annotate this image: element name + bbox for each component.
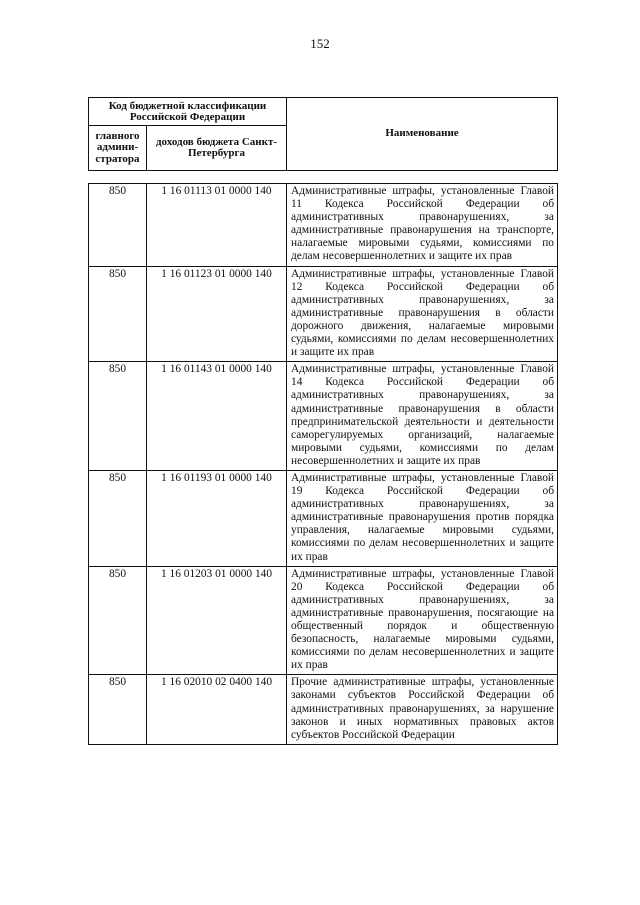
income-code-cell: 1 16 01193 01 0000 140: [147, 470, 287, 566]
budget-code-title: Код бюджетной классификации Российской Федерации: [89, 98, 287, 126]
admin-code-cell: 850: [89, 675, 147, 744]
table-row: [89, 675, 558, 744]
name-cell: Административные штрафы, установленные Главой 11 Кодекса Российской Федерации об административных правонарушениях, за административные правонарушения на транспорте, налагаемые мировыми судьями, комиссиями по делам несовершеннолетних и защите их прав: [287, 184, 558, 267]
income-code-cell: 1 16 01143 01 0000 140: [147, 362, 287, 471]
page-number: 152: [310, 36, 330, 51]
admin-code-cell: 850: [89, 184, 147, 267]
budget-codes-table: [88, 183, 558, 745]
name-column-header: Наименование: [287, 98, 558, 171]
table-header: [88, 97, 558, 171]
table-row: [89, 566, 558, 675]
table-row: [89, 184, 558, 267]
income-code-cell: 1 16 01203 01 0000 140: [147, 566, 287, 675]
income-code-cell: 1 16 01123 01 0000 140: [147, 266, 287, 362]
income-code-cell: 1 16 02010 02 0400 140: [147, 675, 287, 744]
admin-code-cell: 850: [89, 362, 147, 471]
admin-code-cell: 850: [89, 266, 147, 362]
table-row: [89, 470, 558, 566]
name-cell: Административные штрафы, установленные Главой 20 Кодекса Российской Федерации об административных правонарушениях, за административные правонарушения, посягающие на общественный порядок и общественную безопасность, налагаемые мировыми судьями, комиссиями по делам несовершеннолетних и защите их прав: [287, 566, 558, 675]
name-cell: Прочие административные штрафы, установленные законами субъектов Российской Федерации об административных правонарушениях, за нарушение законов и иных нормативных правовых актов субъектов Российской Федерации: [287, 675, 558, 744]
name-cell: Административные штрафы, установленные Главой 14 Кодекса Российской Федерации об административных правонарушениях, за административные правонарушения в области предпринимательской деятельности и деятельности саморегулируемых организаций, налагаемые мировыми судьями, комиссиями по делам несовершеннолетних и защите их прав: [287, 362, 558, 471]
income-code-cell: 1 16 01113 01 0000 140: [147, 184, 287, 267]
name-cell: Административные штрафы, установленные Главой 12 Кодекса Российской Федерации об административных правонарушениях, за административные правонарушения в области дорожного движения, налагаемые мировыми судьями, комиссиями по делам несовершеннолетних и защите их прав: [287, 266, 558, 362]
admin-code-cell: 850: [89, 566, 147, 675]
name-cell: Административные штрафы, установленные Главой 19 Кодекса Российской Федерации об административных правонарушениях, за административные правонарушения против порядка управления, налагаемые мировыми судьями, комиссиями по делам несовершеннолетних и защите их прав: [287, 470, 558, 566]
income-column-header: доходов бюджета Санкт-Петербурга: [147, 126, 287, 171]
table-row: [89, 362, 558, 471]
table-row: [89, 266, 558, 362]
admin-column-header: главного админи-стратора: [89, 126, 147, 171]
admin-code-cell: 850: [89, 470, 147, 566]
